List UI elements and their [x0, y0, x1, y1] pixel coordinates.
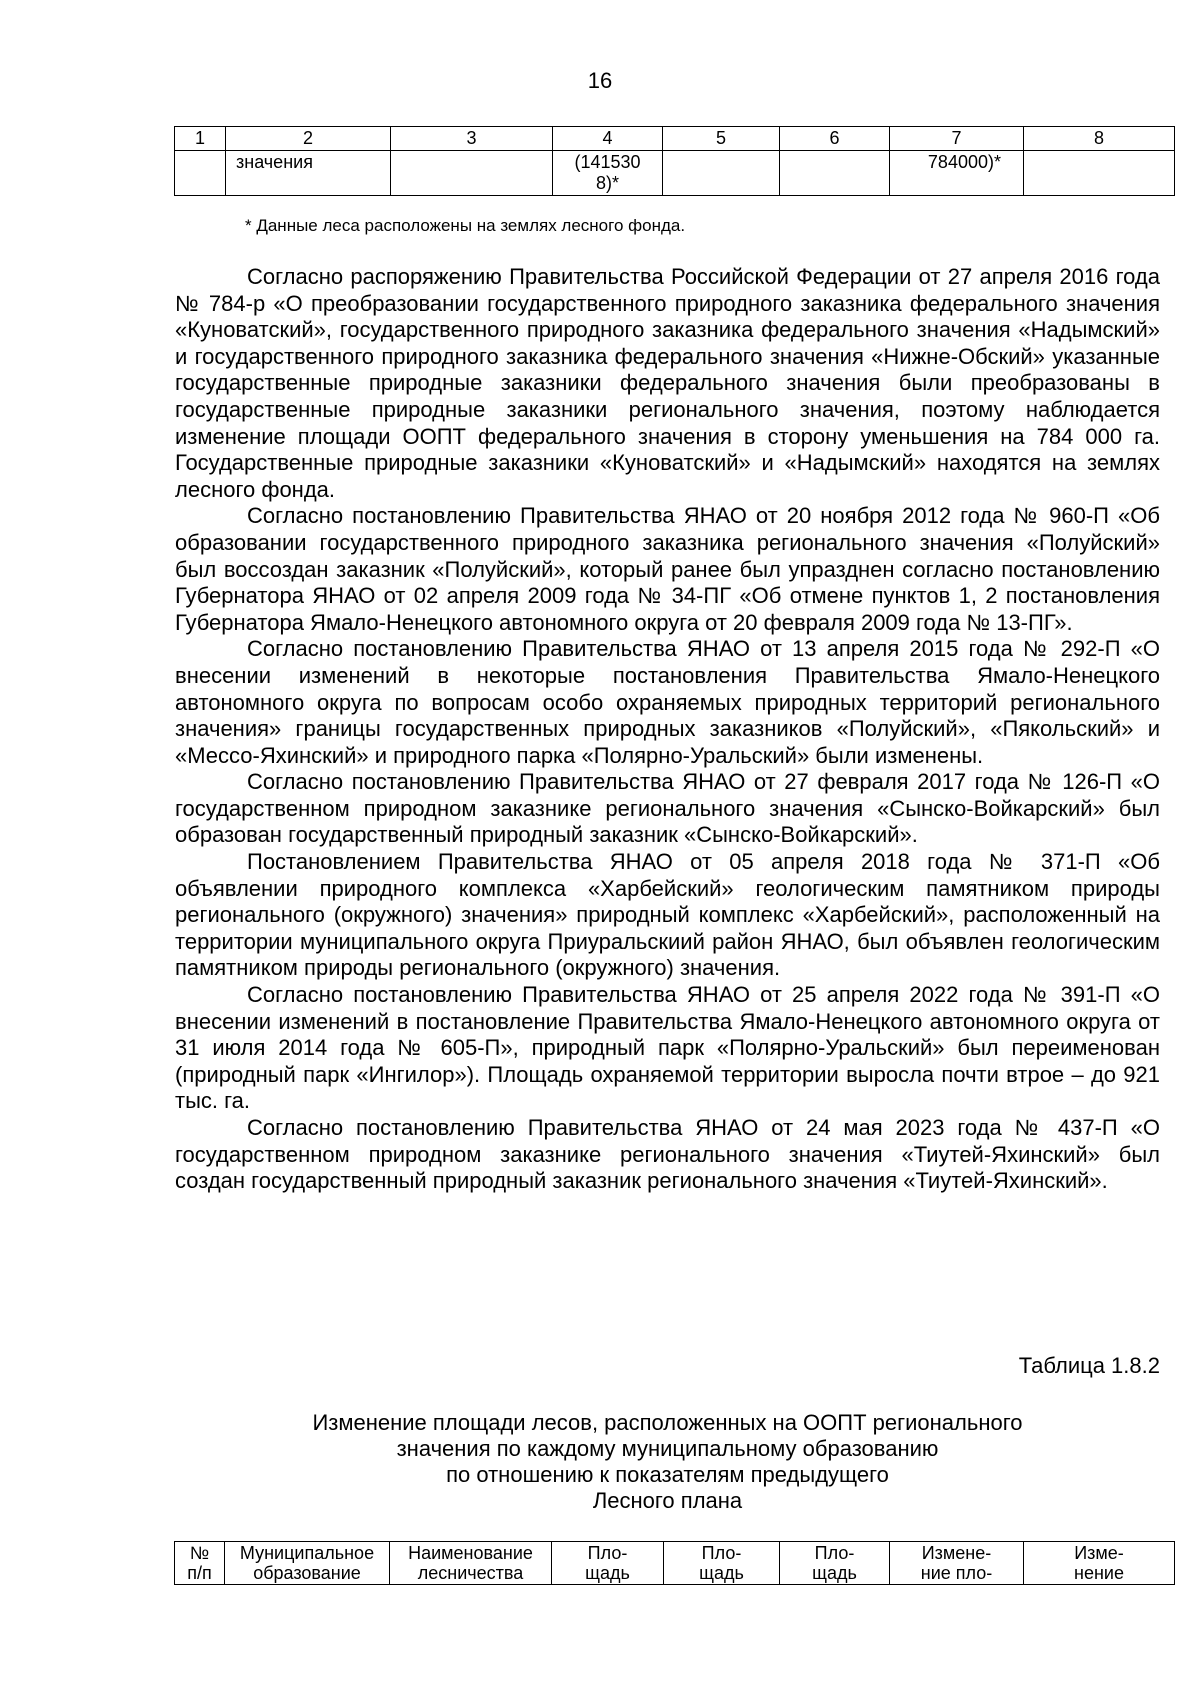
table-title-line: значения по каждому муниципальному образованию: [396, 1436, 939, 1461]
header-line: щадь: [585, 1563, 630, 1583]
header-line: Пло-: [587, 1543, 628, 1563]
table-cell: значения: [226, 151, 391, 196]
header-cell: 8: [1024, 127, 1175, 151]
header-line: щадь: [699, 1563, 744, 1583]
table-title: [0, 1410, 1200, 1514]
table-title-line: по отношению к показателям предыдущего: [446, 1462, 889, 1487]
table-cell: [780, 151, 890, 196]
table-cell: [175, 151, 226, 196]
header-line: образование: [253, 1563, 361, 1583]
table-cell: [553, 151, 663, 196]
header-line: Муниципальное: [239, 1543, 375, 1563]
header-line: нение: [1074, 1563, 1124, 1583]
header-cell: [664, 1542, 780, 1585]
header-cell: 1: [175, 127, 226, 151]
paragraph: Согласно распоряжению Правительства Российской Федерации от 27 апреля 2016 года № 784-р «О преобразовании государственного природного заказника федерального значения «Куноватский», государственного природного заказника федерального значения «Надымский» и государственного природного заказника федерального значения «Нижне-Обский» указанные государственные природные заказники федерального значения были преобразованы в государственные природные заказники регионального значения, поэтому наблюдается изменение площади ООПТ федерального значения в сторону уменьшения на 784 000 га. Государственные природные заказники «Куноватский» и «Надымский» находятся на землях лесного фонда.: [175, 264, 1160, 502]
header-cell: [225, 1542, 390, 1585]
table-cell: 784000)*: [890, 151, 1024, 196]
body-text: [175, 264, 1160, 1195]
paragraph: Согласно постановлению Правительства ЯНАО от 24 мая 2023 года № 437-П «О государственном природном заказнике регионального значения «Тиутей-Яхинский» был создан государственный природный заказник регионального значения «Тиутей-Яхинский».: [175, 1115, 1160, 1194]
header-line: №: [189, 1543, 210, 1563]
table-title-line: Лесного плана: [592, 1488, 743, 1513]
table-cell: [391, 151, 553, 196]
header-cell: 6: [780, 127, 890, 151]
header-cell: [552, 1542, 664, 1585]
page-number: 16: [587, 68, 613, 93]
header-cell: [780, 1542, 890, 1585]
header-line: Пло-: [814, 1543, 855, 1563]
paragraph: Согласно постановлению Правительства ЯНАО от 13 апреля 2015 года № 292-П «О внесении изменений в некоторые постановления Правительства Ямало-Ненецкого автономного округа по вопросам особо охраняемых природных территорий регионального значения» границы государственных природных заказников «Полуйский», «Пякольский» и «Мессо-Яхинский» и природного парка «Полярно-Уральский» были изменены.: [175, 636, 1160, 768]
header-cell: 4: [553, 127, 663, 151]
continuation-table: [174, 126, 1175, 196]
table-label: Таблица 1.8.2: [1018, 1353, 1160, 1378]
header-line: щадь: [812, 1563, 857, 1583]
paragraph: Согласно постановлению Правительства ЯНАО от 20 ноября 2012 года № 960-П «Об образовании государственного природного заказника регионального значения «Полуйский» был воссоздан заказник «Полуйский», который ранее был упразднен согласно постановлению Губернатора ЯНАО от 02 апреля 2009 года № 34-ПГ «Об отмене пунктов 1, 2 постановления Губернатора Ямало-Ненецкого автономного округа от 20 февраля 2009 года № 13-ПГ».: [175, 503, 1160, 635]
cell-line: 8)*: [595, 173, 619, 193]
header-cell: [1024, 1542, 1175, 1585]
header-line: Наименование: [408, 1543, 533, 1563]
paragraph: Постановлением Правительства ЯНАО от 05 апреля 2018 года № 371-П «Об объявлении природного комплекса «Харбейский» геологическим памятником природы регионального (окружного) значения» природный комплекс «Харбейский», расположенный на территории муниципального округа Приуральскиий район ЯНАО, был объявлен геологическим памятником природы регионального (окружного) значения.: [175, 849, 1160, 981]
header-cell: 3: [391, 127, 553, 151]
paragraph: Согласно постановлению Правительства ЯНАО от 27 февраля 2017 года № 126-П «О государственном природном заказнике регионального значения «Сынско-Войкарский» был образован государственный природный заказник «Сынско-Войкарский».: [175, 769, 1160, 848]
header-cell: 5: [663, 127, 780, 151]
header-line: п/п: [187, 1563, 212, 1583]
header-line: Измене-: [921, 1543, 992, 1563]
header-cell: 7: [890, 127, 1024, 151]
table-header-row: [175, 1542, 1175, 1585]
cell-line: (141530: [574, 152, 641, 172]
header-line: Изме-: [1074, 1543, 1124, 1563]
header-line: лесничества: [417, 1563, 524, 1583]
header-cell: 2: [226, 127, 391, 151]
header-cell: [175, 1542, 225, 1585]
header-line: ние пло-: [920, 1563, 993, 1583]
table-title-line: Изменение площади лесов, расположенных на ООПТ регионального: [312, 1410, 1023, 1435]
header-line: Пло-: [701, 1543, 742, 1563]
paragraph: Согласно постановлению Правительства ЯНАО от 25 апреля 2022 года № 391-П «О внесении изменений в постановление Правительства Ямало-Ненецкого автономного округа от 31 июля 2014 года № 605-П», природный парк «Полярно-Уральский» был переименован (природный парк «Ингилор»). Площадь охраняемой территории выросла почти втрое – до 921 тыс. га.: [175, 982, 1160, 1114]
header-cell: [890, 1542, 1024, 1585]
header-cell: [390, 1542, 552, 1585]
table-row: [175, 151, 1175, 196]
footnote: * Данные леса расположены на землях лесного фонда.: [245, 216, 686, 235]
table-cell: [663, 151, 780, 196]
table-cell: [1024, 151, 1175, 196]
table-header-row: [175, 127, 1175, 151]
forest-area-table: [174, 1541, 1175, 1585]
